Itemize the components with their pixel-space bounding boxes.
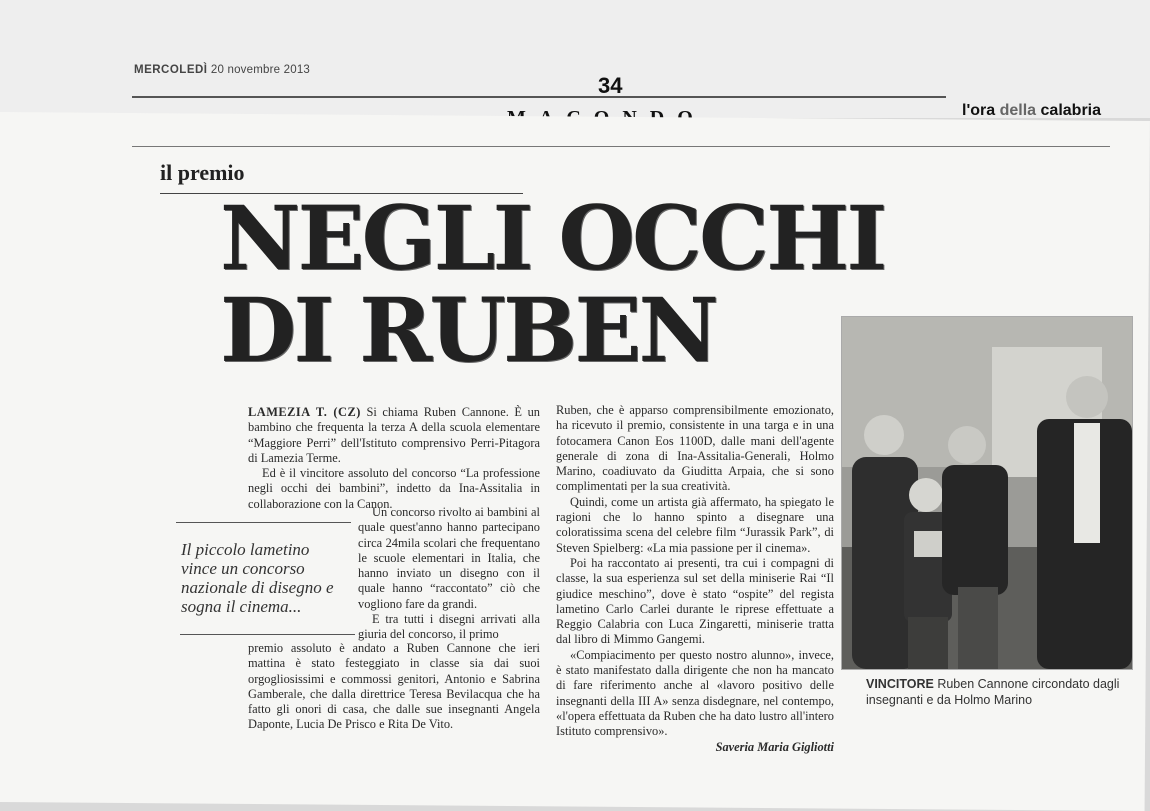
paragraph: Poi ha raccontato ai presenti, tra cui i compagni di classe, la sua esperienza sul set della miniserie Rai “Il giudice meschino”, dove è stato “ospite” del regista lametino Carlo Carlei durante le riprese effettuate a Reggio Calabria con Luca Zingaretti, miniserie tratta dal libro di Mimmo Gangemi.	[556, 555, 834, 647]
article-photo	[841, 316, 1133, 670]
article-dateline: LAMEZIA T. (CZ)	[248, 405, 361, 419]
paragraph: premio assoluto è andato a Ruben Cannone che ieri mattina è stato festeggiato in classe sia dai suoi orgogliosissimi e commossi genitori, Antonio e Sabrina Gamberale, che dalla direttrice Teresa Bevilacqua che ha fatto gli onori di casa, che dalle sue insegnanti Angela Daponte, Lucia De Prisco e Rita De Vito.	[248, 641, 540, 732]
paper-name-part: calabria	[1040, 102, 1102, 119]
headline-line-1: NEGLI OCCHI	[220, 186, 885, 290]
group-photo-illustration	[842, 317, 1132, 669]
page-number: 34	[598, 73, 623, 98]
issue-date: MERCOLEDÌ 20 novembre 2013	[134, 64, 311, 76]
paragraph: E tra tutti i disegni arrivati alla giuria del concorso, il primo	[358, 612, 540, 642]
header-rule	[132, 96, 946, 98]
photo-caption	[866, 676, 1136, 708]
newspaper-name	[962, 102, 1101, 120]
article-author: Saveria Maria Gigliotti	[715, 739, 834, 754]
section-rule	[132, 146, 1110, 147]
article-kicker: il premio	[160, 160, 245, 185]
article-headline	[220, 186, 885, 382]
article-column-2	[556, 403, 834, 755]
paragraph: Quindi, come un artista già affermato, ha spiegato le ragioni che lo hanno spinto a disegnare una coloratissima scena del celebre film “Jurassik Park”, di Steven Spielberg: «La mia passione per il cinema».	[556, 494, 834, 555]
paragraph: Ruben, che è apparso comprensibilmente emozionato, ha ricevuto il premio, consistente in una targa e in una fotocamera Canon Eos 1100D, dalle mani dell'agente generale di zona di Ina-Assitalia-Generali, Holmo Marino, coadiuvato da Giuditta Arpaia, che si sono complimentati per la sua creatività.	[556, 403, 834, 494]
pull-quote-rule-top	[176, 522, 351, 523]
article-column-1-narrow	[358, 505, 540, 643]
pull-quote-rule-bottom	[180, 634, 355, 635]
paragraph: Un concorso rivolto ai bambini al quale quest'anno hanno partecipano circa 24mila scolari che frequentano le scuole elementari in Italia, che hanno inviato un disegno con il quale hanno “raccontato” ciò che vogliono fare da grandi.	[358, 505, 540, 611]
caption-label: VINCITORE	[866, 677, 934, 691]
pull-quote: Il piccolo lametino vince un concorso nazionale di disegno e sogna il cinema...	[181, 540, 334, 616]
paragraph: «Compiacimento per questo nostro alunno», invece, è stato manifestato dalla dirigente che non ha mancato di fare riferimento anche al «lavoro positivo delle insegnanti della III A» senza disdegnare, nel contempo, «l'opera effettuata da Ruben che ha dato lustro all'intero Istituto comprensivo».	[556, 647, 834, 739]
paragraph: Ed è il vincitore assoluto del concorso “La professione negli occhi dei bambini”, indetto da Ina-Assitalia in collaborazione con la Canon.	[248, 466, 540, 511]
caption-text: Ruben Cannone circondato dagli insegnanti e da Holmo Marino	[866, 677, 1120, 707]
article-column-1-bottom	[248, 641, 540, 733]
newspaper-header-strip	[0, 0, 1150, 118]
paper-name-part: della	[999, 102, 1037, 119]
article-column-1	[248, 405, 540, 512]
paper-name-part: l'ora	[962, 102, 996, 119]
paragraph: LAMEZIA T. (CZ) Si chiama Ruben Cannone. È un bambino che frequenta la terza A della scuola elementare “Maggiore Perri” dell'Istituto comprensivo Perri-Pitagora di Lamezia Terme.	[248, 405, 540, 465]
headline-line-2: DI RUBEN	[220, 278, 716, 382]
